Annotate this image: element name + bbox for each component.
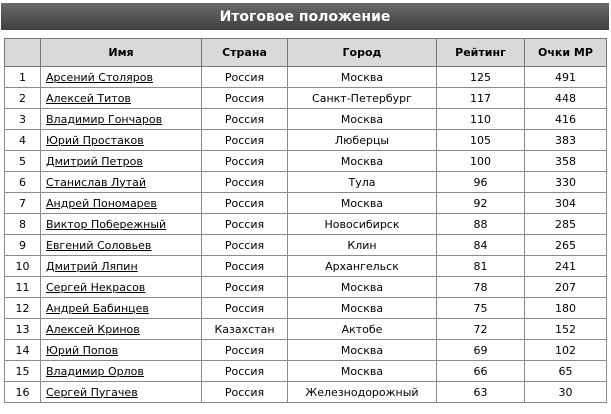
mp-points-cell: 152 [525,319,607,340]
table-row [5,298,607,319]
rating-cell: 63 [437,382,525,403]
name-cell [41,277,202,298]
country-cell: Россия [202,109,288,130]
place-cell: 4 [5,130,41,151]
player-name-link[interactable]: Владимир Гончаров [46,112,163,126]
rating-cell: 92 [437,193,525,214]
mp-points-cell: 207 [525,277,607,298]
table-row [5,193,607,214]
rating-cell: 100 [437,151,525,172]
mp-points-cell: 416 [525,109,607,130]
place-cell: 1 [5,67,41,88]
country-cell: Казахстан [202,319,288,340]
place-cell: 6 [5,172,41,193]
country-cell: Россия [202,151,288,172]
city-cell: Москва [288,67,437,88]
country-cell: Россия [202,235,288,256]
player-name-link[interactable]: Алексей Кринов [46,322,140,336]
mp-points-cell: 285 [525,214,607,235]
mp-points-cell: 330 [525,172,607,193]
rating-cell: 105 [437,130,525,151]
city-cell: Москва [288,361,437,382]
country-cell: Россия [202,340,288,361]
table-row [5,130,607,151]
place-cell: 10 [5,256,41,277]
table-row [5,88,607,109]
table-row [5,361,607,382]
country-cell: Россия [202,298,288,319]
standings-title: Итоговое положение [1,3,609,30]
rating-cell: 110 [437,109,525,130]
country-cell: Россия [202,277,288,298]
country-cell: Россия [202,256,288,277]
rating-cell: 78 [437,277,525,298]
column-header-rating[interactable]: Рейтинг [437,39,525,67]
country-cell: Россия [202,361,288,382]
mp-points-cell: 180 [525,298,607,319]
column-header-country[interactable]: Страна [202,39,288,67]
country-cell: Россия [202,193,288,214]
player-name-link[interactable]: Алексей Титов [46,91,131,105]
table-row [5,382,607,403]
rating-cell: 125 [437,67,525,88]
name-cell [41,193,202,214]
rating-cell: 72 [437,319,525,340]
rating-cell: 88 [437,214,525,235]
city-cell: Актобе [288,319,437,340]
rating-cell: 117 [437,88,525,109]
name-cell [41,340,202,361]
place-cell: 11 [5,277,41,298]
name-cell [41,67,202,88]
mp-points-cell: 30 [525,382,607,403]
place-cell: 15 [5,361,41,382]
place-cell: 13 [5,319,41,340]
player-name-link[interactable]: Арсений Столяров [46,70,153,84]
name-cell [41,256,202,277]
table-row [5,109,607,130]
player-name-link[interactable]: Евгений Соловьев [46,238,152,252]
place-cell: 16 [5,382,41,403]
table-row [5,319,607,340]
rating-cell: 81 [437,256,525,277]
name-cell [41,88,202,109]
city-cell: Железнодорожный [288,382,437,403]
city-cell: Москва [288,193,437,214]
country-cell: Россия [202,214,288,235]
city-cell: Москва [288,298,437,319]
mp-points-cell: 304 [525,193,607,214]
city-cell: Москва [288,277,437,298]
country-cell: Россия [202,382,288,403]
mp-points-cell: 65 [525,361,607,382]
name-cell [41,298,202,319]
place-cell: 2 [5,88,41,109]
city-cell: Санкт-Петербург [288,88,437,109]
table-row [5,172,607,193]
rating-cell: 66 [437,361,525,382]
table-header-row [5,39,607,67]
player-name-link[interactable]: Владимир Орлов [46,364,144,378]
name-cell [41,151,202,172]
table-row [5,235,607,256]
place-cell: 12 [5,298,41,319]
player-name-link[interactable]: Сергей Пугачев [46,385,138,399]
mp-points-cell: 358 [525,151,607,172]
table-row [5,214,607,235]
player-name-link[interactable]: Андрей Пономарев [46,196,157,210]
city-cell: Москва [288,340,437,361]
mp-points-cell: 241 [525,256,607,277]
mp-points-cell: 265 [525,235,607,256]
city-cell: Тула [288,172,437,193]
city-cell: Архангельск [288,256,437,277]
player-name-link[interactable]: Дмитрий Ляпин [46,259,138,273]
name-cell [41,361,202,382]
country-cell: Россия [202,67,288,88]
mp-points-cell: 491 [525,67,607,88]
place-cell: 9 [5,235,41,256]
name-cell [41,235,202,256]
mp-points-cell: 448 [525,88,607,109]
table-row [5,340,607,361]
player-name-link[interactable]: Сергей Некрасов [46,280,146,294]
mp-points-cell: 102 [525,340,607,361]
standings-table [4,38,607,403]
city-cell: Клин [288,235,437,256]
rating-cell: 84 [437,235,525,256]
name-cell [41,319,202,340]
mp-points-cell: 383 [525,130,607,151]
place-cell: 8 [5,214,41,235]
city-cell: Москва [288,109,437,130]
table-row [5,256,607,277]
rating-cell: 69 [437,340,525,361]
city-cell: Люберцы [288,130,437,151]
player-name-link[interactable]: Андрей Бабинцев [46,301,149,315]
name-cell [41,130,202,151]
column-header-name[interactable]: Имя [41,39,202,67]
rating-cell: 75 [437,298,525,319]
name-cell [41,172,202,193]
player-name-link[interactable]: Станислав Лутай [46,175,147,189]
place-cell: 5 [5,151,41,172]
column-header-mp[interactable]: Очки МР [525,39,607,67]
country-cell: Россия [202,88,288,109]
country-cell: Россия [202,130,288,151]
column-header-city[interactable]: Город [288,39,437,67]
name-cell [41,214,202,235]
country-cell: Россия [202,172,288,193]
place-cell: 3 [5,109,41,130]
table-row [5,67,607,88]
player-name-link[interactable]: Юрий Простаков [46,133,144,147]
player-name-link[interactable]: Виктор Побережный [46,217,167,231]
city-cell: Москва [288,151,437,172]
city-cell: Новосибирск [288,214,437,235]
rating-cell: 96 [437,172,525,193]
name-cell [41,382,202,403]
table-row [5,277,607,298]
player-name-link[interactable]: Дмитрий Петров [46,154,143,168]
player-name-link[interactable]: Юрий Попов [46,343,119,357]
column-header-place [5,39,41,67]
place-cell: 14 [5,340,41,361]
place-cell: 7 [5,193,41,214]
table-row [5,151,607,172]
name-cell [41,109,202,130]
